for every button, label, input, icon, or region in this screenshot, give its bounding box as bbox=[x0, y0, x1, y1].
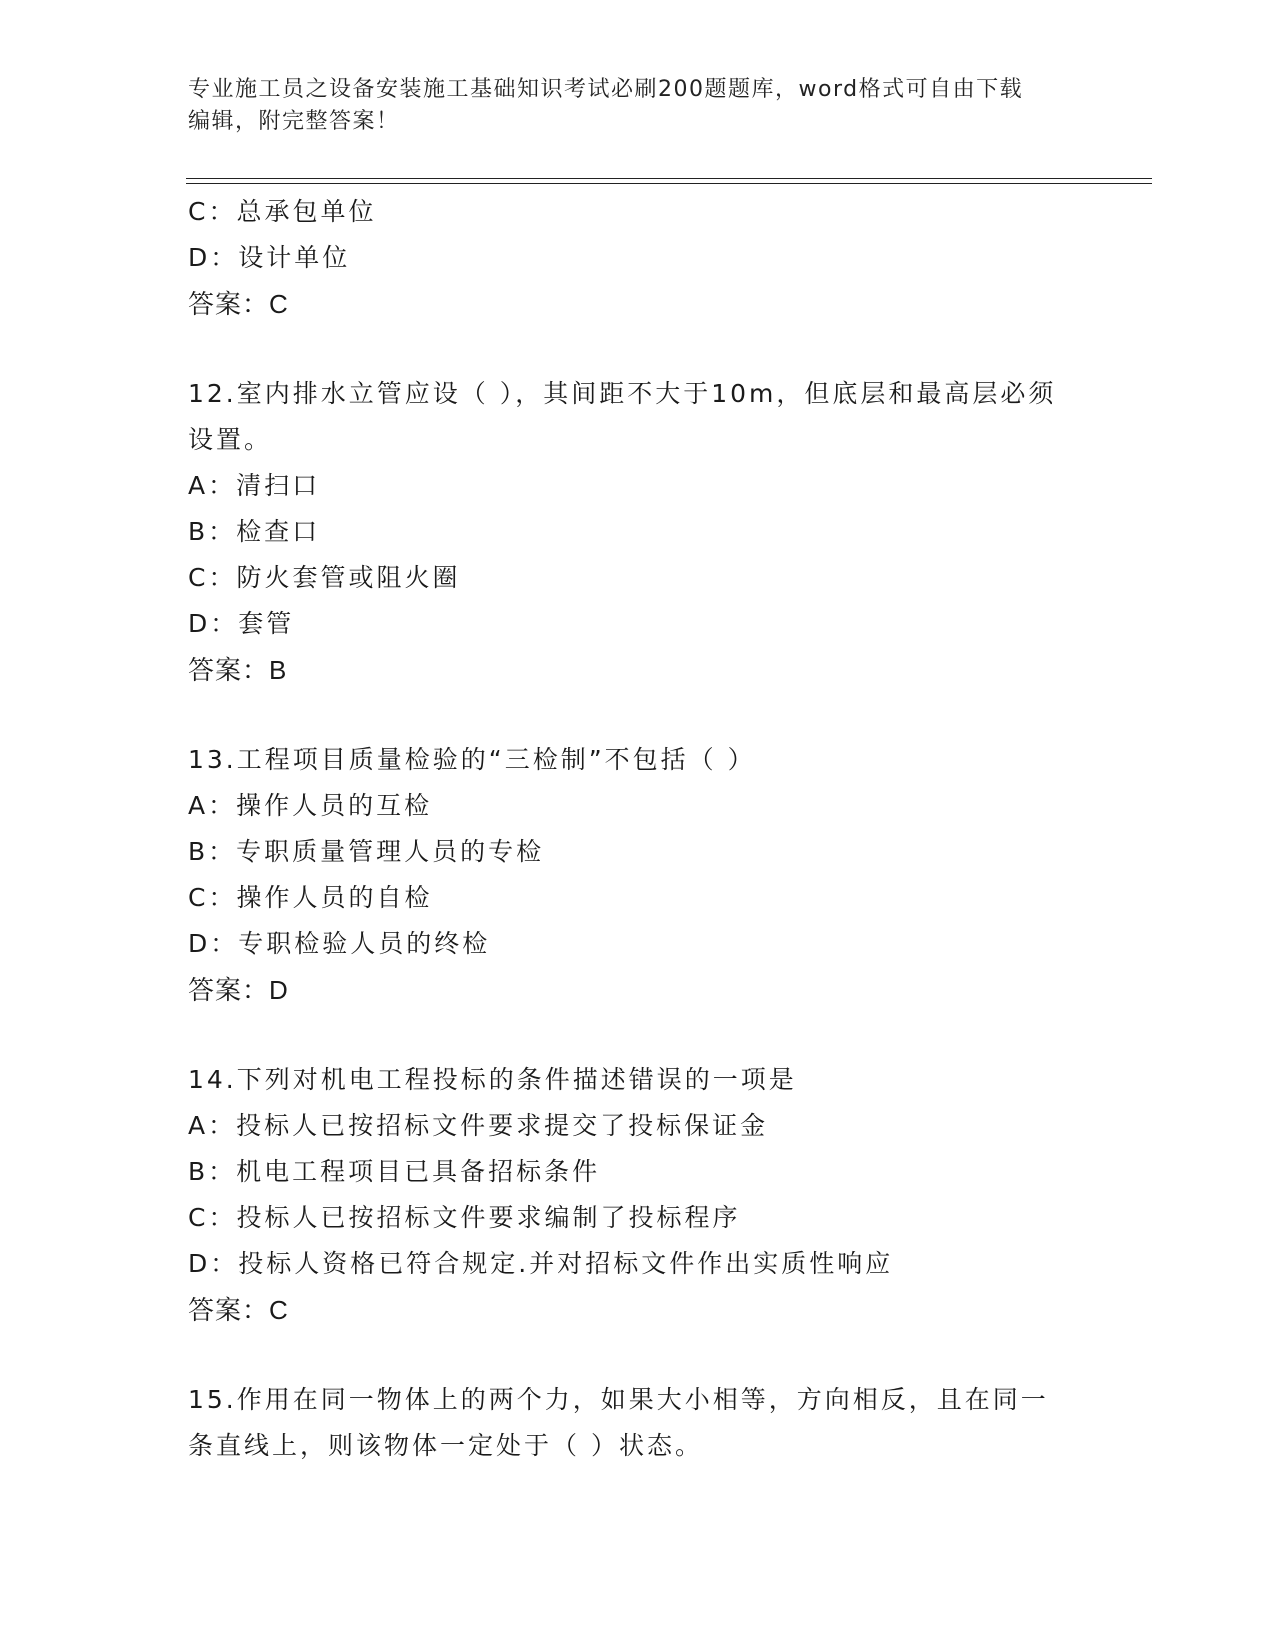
header-divider-top bbox=[186, 178, 1152, 179]
question-text-continued: 条直线上，则该物体一定处于（ ）状态。 bbox=[188, 1431, 703, 1460]
answer: 答案：B bbox=[188, 655, 288, 685]
option-d: D：专职检验人员的终检 bbox=[188, 929, 491, 958]
option-b: B：检查口 bbox=[188, 517, 321, 546]
spacer bbox=[188, 327, 1088, 371]
option-d: D：设计单位 bbox=[188, 243, 351, 272]
question-15 bbox=[188, 1377, 1088, 1469]
spacer bbox=[188, 1013, 1088, 1057]
question-text: 15.作用在同一物体上的两个力，如果大小相等，方向相反，且在同一 bbox=[188, 1385, 1049, 1414]
option-c: C：操作人员的自检 bbox=[188, 883, 433, 912]
question-14 bbox=[188, 1057, 1088, 1333]
answer: 答案：D bbox=[188, 975, 289, 1005]
option-d: D：投标人资格已符合规定.并对招标文件作出实质性响应 bbox=[188, 1249, 894, 1278]
header-line-2: 编辑，附完整答案！ bbox=[188, 109, 400, 134]
option-c: C：总承包单位 bbox=[188, 197, 377, 226]
question-13 bbox=[188, 737, 1088, 1013]
question-text: 14.下列对机电工程投标的条件描述错误的一项是 bbox=[188, 1065, 797, 1094]
header-divider-bottom bbox=[186, 183, 1152, 184]
option-b: B：机电工程项目已具备招标条件 bbox=[188, 1157, 601, 1186]
document-header bbox=[188, 74, 1068, 138]
spacer bbox=[188, 693, 1088, 737]
question-list bbox=[188, 189, 1088, 1469]
question-text: 13.工程项目质量检验的“三检制”不包括（ ） bbox=[188, 745, 756, 774]
question-text: 12.室内排水立管应设（ ），其间距不大于10m，但底层和最高层必须 bbox=[188, 379, 1057, 408]
option-c: C：投标人已按招标文件要求编制了投标程序 bbox=[188, 1203, 741, 1232]
option-a: A：清扫口 bbox=[188, 471, 321, 500]
option-c: C：防火套管或阻火圈 bbox=[188, 563, 461, 592]
option-a: A：投标人已按招标文件要求提交了投标保证金 bbox=[188, 1111, 769, 1140]
option-a: A：操作人员的互检 bbox=[188, 791, 433, 820]
header-line-1: 专业施工员之设备安装施工基础知识考试必刷200题题库，word格式可自由下载 bbox=[188, 77, 1024, 102]
question-text-continued: 设置。 bbox=[188, 425, 273, 454]
question-11-tail bbox=[188, 189, 1088, 327]
spacer bbox=[188, 1333, 1088, 1377]
answer: 答案：C bbox=[188, 1295, 289, 1325]
option-b: B：专职质量管理人员的专检 bbox=[188, 837, 545, 866]
answer: 答案：C bbox=[188, 289, 289, 319]
question-12 bbox=[188, 371, 1088, 693]
option-d: D：套管 bbox=[188, 609, 295, 638]
